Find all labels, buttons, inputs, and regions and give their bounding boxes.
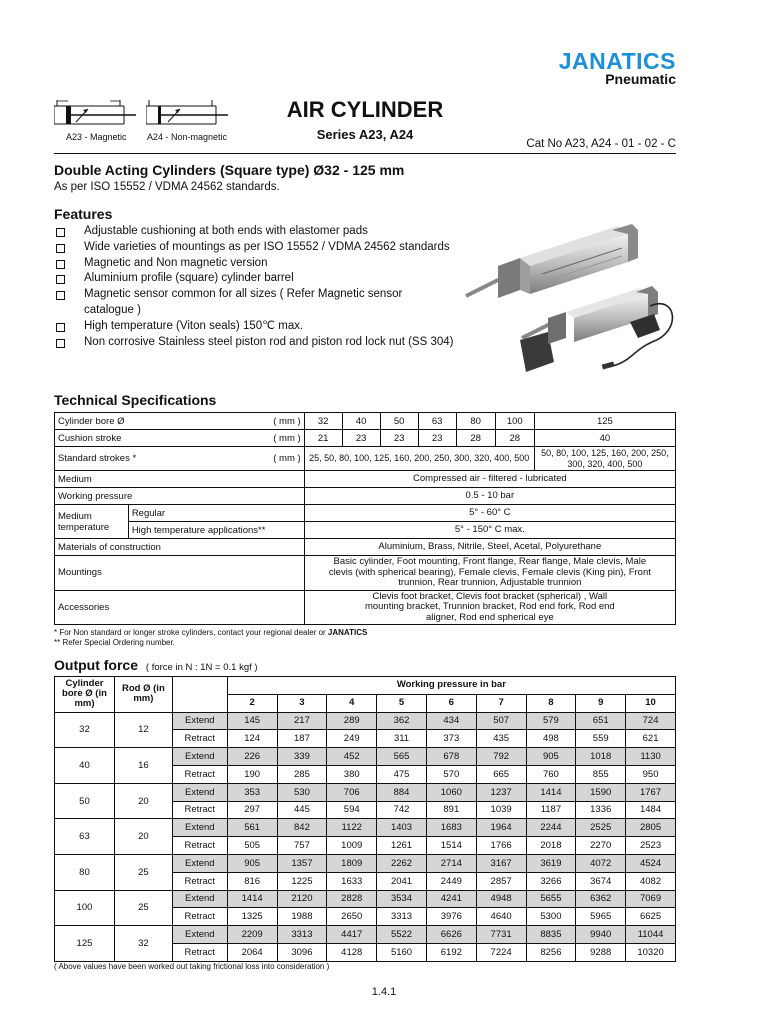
force-value: 297 — [227, 801, 277, 819]
force-value: 884 — [377, 783, 427, 801]
force-value: 475 — [377, 765, 427, 783]
force-value: 1336 — [576, 801, 626, 819]
pressure-header: 2 — [227, 694, 277, 712]
spec-label: Working pressure — [55, 488, 305, 505]
spec-row-materials — [55, 539, 676, 556]
features-heading: Features — [54, 206, 113, 222]
force-value: 3266 — [526, 872, 576, 890]
extend-label: Extend — [172, 748, 227, 766]
bore-cell: 125 — [55, 926, 115, 962]
brand-logo — [559, 50, 676, 87]
force-value: 3674 — [576, 872, 626, 890]
force-value: 905 — [227, 854, 277, 872]
footnote-nonstandard: * For Non standard or longer stroke cylinders, contact your regional dealer or JANATICS — [54, 628, 368, 637]
spec-value: Clevis foot bracket, Clevis foot bracket (spherical) , Wall mounting bracket, Trunnion bracket, Rod end fork, Rod end aligner, Rod end spherical eye — [304, 590, 675, 625]
force-value: 9940 — [576, 926, 626, 944]
force-value: 594 — [327, 801, 377, 819]
force-value: 7069 — [626, 890, 676, 908]
footnote-special-order: ** Refer Special Ordering number. — [54, 638, 175, 647]
force-value: 665 — [476, 765, 526, 783]
force-value: 5300 — [526, 908, 576, 926]
spec-value: 50, 80, 100, 125, 160, 200, 250, 300, 320, 400, 500 — [534, 447, 675, 471]
force-value: 6362 — [576, 890, 626, 908]
force-value: 339 — [277, 748, 327, 766]
spec-label: Mountings — [55, 556, 305, 591]
force-value: 5965 — [576, 908, 626, 926]
rod-cell: 20 — [114, 783, 172, 819]
retract-label: Retract — [172, 837, 227, 855]
spec-value: 21 — [304, 430, 342, 447]
force-value: 4524 — [626, 854, 676, 872]
force-value: 2120 — [277, 890, 327, 908]
rod-cell: 20 — [114, 819, 172, 855]
force-value: 1357 — [277, 854, 327, 872]
retract-label: Retract — [172, 908, 227, 926]
table-row — [55, 890, 676, 908]
tech-spec-table — [54, 412, 676, 625]
table-row — [55, 712, 676, 730]
force-value: 445 — [277, 801, 327, 819]
force-value: 559 — [576, 730, 626, 748]
force-value: 3313 — [377, 908, 427, 926]
force-value: 6626 — [426, 926, 476, 944]
extend-label: Extend — [172, 926, 227, 944]
page-title: AIR CYLINDER — [286, 97, 444, 122]
spec-label: Medium temperature — [55, 505, 129, 539]
retract-label: Retract — [172, 801, 227, 819]
pressure-header: 7 — [476, 694, 526, 712]
force-value: 2525 — [576, 819, 626, 837]
spec-label: Materials of construction — [55, 539, 305, 556]
spec-row-strokes — [55, 447, 676, 471]
series-title: Series A23, A24 — [316, 127, 414, 142]
force-value: 561 — [227, 819, 277, 837]
force-value: 362 — [377, 712, 427, 730]
force-value: 6625 — [626, 908, 676, 926]
force-value: 1009 — [327, 837, 377, 855]
force-value: 145 — [227, 712, 277, 730]
spec-row-pressure — [55, 488, 676, 505]
force-value: 226 — [227, 748, 277, 766]
pressure-header: 10 — [626, 694, 676, 712]
spec-value: 5° - 60° C — [304, 505, 675, 522]
force-value: 565 — [377, 748, 427, 766]
extend-label: Extend — [172, 712, 227, 730]
force-value: 1988 — [277, 908, 327, 926]
spec-value: 40 — [342, 413, 380, 430]
force-value: 1767 — [626, 783, 676, 801]
cylinder-product-image — [462, 222, 682, 382]
force-value: 217 — [277, 712, 327, 730]
spec-value: 100 — [495, 413, 534, 430]
force-value: 2449 — [426, 872, 476, 890]
pressure-header: 4 — [327, 694, 377, 712]
force-value: 1018 — [576, 748, 626, 766]
force-value: 1122 — [327, 819, 377, 837]
force-value: 1325 — [227, 908, 277, 926]
force-value: 792 — [476, 748, 526, 766]
force-value: 498 — [526, 730, 576, 748]
spec-row-accessories — [55, 590, 676, 625]
spec-value: 28 — [495, 430, 534, 447]
spec-value: 32 — [304, 413, 342, 430]
spec-value: 23 — [342, 430, 380, 447]
spec-row-bore — [55, 413, 676, 430]
force-value: 621 — [626, 730, 676, 748]
force-value: 530 — [277, 783, 327, 801]
force-value: 1225 — [277, 872, 327, 890]
pressure-header: 3 — [277, 694, 327, 712]
col-header-pressure: Working pressure in bar — [227, 677, 675, 695]
spec-value: 23 — [418, 430, 456, 447]
output-force-note: ( Above values have been worked out taking frictional loss into consideration ) — [54, 962, 330, 971]
spec-row-medium — [55, 471, 676, 488]
spec-row-cushion — [55, 430, 676, 447]
force-value: 11044 — [626, 926, 676, 944]
force-value: 353 — [227, 783, 277, 801]
table-row — [55, 819, 676, 837]
force-value: 505 — [227, 837, 277, 855]
bore-cell: 100 — [55, 890, 115, 926]
feature-item: Adjustable cushioning at both ends with elastomer pads — [54, 224, 454, 240]
force-value: 4417 — [327, 926, 377, 944]
bore-cell: 50 — [55, 783, 115, 819]
force-value: 2650 — [327, 908, 377, 926]
force-value: 3534 — [377, 890, 427, 908]
spec-value: 0.5 - 10 bar — [304, 488, 675, 505]
extend-label: Extend — [172, 854, 227, 872]
force-value: 3096 — [277, 943, 327, 961]
spec-row-temp-high — [55, 522, 676, 539]
bore-cell: 32 — [55, 712, 115, 748]
force-value: 435 — [476, 730, 526, 748]
spec-row-temp-regular — [55, 505, 676, 522]
force-value: 4128 — [327, 943, 377, 961]
force-value: 1633 — [327, 872, 377, 890]
spec-label: Standard strokes * ( mm ) — [55, 447, 305, 471]
force-value: 891 — [426, 801, 476, 819]
rod-cell: 25 — [114, 854, 172, 890]
col-header-blank — [172, 677, 227, 713]
rod-cell: 16 — [114, 748, 172, 784]
force-value: 2064 — [227, 943, 277, 961]
spec-value: 25, 50, 80, 100, 125, 160, 200, 250, 300, 320, 400, 500 — [304, 447, 534, 471]
spec-label: Medium — [55, 471, 305, 488]
catalogue-number: Cat No A23, A24 - 01 - 02 - C — [526, 138, 676, 150]
header-divider — [54, 153, 676, 154]
force-value: 1187 — [526, 801, 576, 819]
standard-note: As per ISO 15552 / VDMA 24562 standards. — [54, 181, 280, 193]
force-value: 124 — [227, 730, 277, 748]
force-value: 1060 — [426, 783, 476, 801]
spec-value: Compressed air - filtered - lubricated — [304, 471, 675, 488]
spec-sublabel: High temperature applications** — [128, 522, 304, 539]
force-value: 706 — [327, 783, 377, 801]
bore-cell: 80 — [55, 854, 115, 890]
force-value: 3619 — [526, 854, 576, 872]
rod-cell: 25 — [114, 890, 172, 926]
extend-label: Extend — [172, 890, 227, 908]
force-value: 2857 — [476, 872, 526, 890]
section-subtitle: Double Acting Cylinders (Square type) Ø32 - 125 mm — [54, 162, 405, 178]
force-value: 4082 — [626, 872, 676, 890]
force-value: 1514 — [426, 837, 476, 855]
force-value: 311 — [377, 730, 427, 748]
force-value: 1766 — [476, 837, 526, 855]
force-value: 1414 — [526, 783, 576, 801]
table-row — [55, 783, 676, 801]
spec-value: 5° - 150° C max. — [304, 522, 675, 539]
force-value: 855 — [576, 765, 626, 783]
spec-label: Cushion stroke ( mm ) — [55, 430, 305, 447]
force-value: 1590 — [576, 783, 626, 801]
force-value: 190 — [227, 765, 277, 783]
force-value: 2244 — [526, 819, 576, 837]
spec-value: 50 — [380, 413, 418, 430]
force-value: 434 — [426, 712, 476, 730]
col-header-rod: Rod Ø (in mm) — [114, 677, 172, 713]
page-number: 1.4.1 — [371, 986, 397, 998]
force-value: 1484 — [626, 801, 676, 819]
spec-label: Accessories — [55, 590, 305, 625]
force-value: 2714 — [426, 854, 476, 872]
force-value: 5522 — [377, 926, 427, 944]
retract-label: Retract — [172, 765, 227, 783]
force-value: 380 — [327, 765, 377, 783]
force-value: 651 — [576, 712, 626, 730]
spec-value: 28 — [456, 430, 495, 447]
force-value: 2523 — [626, 837, 676, 855]
force-value: 187 — [277, 730, 327, 748]
force-value: 289 — [327, 712, 377, 730]
spec-sublabel: Regular — [128, 505, 304, 522]
force-value: 285 — [277, 765, 327, 783]
feature-item: High temperature (Viton seals) 150℃ max. — [54, 319, 454, 335]
force-value: 4948 — [476, 890, 526, 908]
force-value: 842 — [277, 819, 327, 837]
tech-spec-heading: Technical Specifications — [54, 392, 217, 408]
force-value: 7224 — [476, 943, 526, 961]
output-force-heading: Output force ( force in N : 1N = 0.1 kgf ) — [54, 657, 258, 673]
pressure-header: 5 — [377, 694, 427, 712]
force-value: 3313 — [277, 926, 327, 944]
retract-label: Retract — [172, 943, 227, 961]
feature-item: Wide varieties of mountings as per ISO 15552 / VDMA 24562 standards — [54, 240, 454, 256]
output-force-body — [55, 712, 676, 961]
features-list — [54, 224, 454, 350]
feature-item: Aluminium profile (square) cylinder barrel — [54, 271, 454, 287]
table-row — [55, 926, 676, 944]
force-value: 4072 — [576, 854, 626, 872]
force-value: 757 — [277, 837, 327, 855]
force-value: 3976 — [426, 908, 476, 926]
force-value: 249 — [327, 730, 377, 748]
extend-label: Extend — [172, 783, 227, 801]
non-magnetic-symbol-label: A24 - Non-magnetic — [147, 132, 228, 142]
force-value: 2041 — [377, 872, 427, 890]
force-value: 760 — [526, 765, 576, 783]
force-value: 1809 — [327, 854, 377, 872]
force-value: 2209 — [227, 926, 277, 944]
force-value: 1964 — [476, 819, 526, 837]
magnetic-symbol-label: A23 - Magnetic — [66, 132, 127, 142]
bore-cell: 40 — [55, 748, 115, 784]
force-value: 1039 — [476, 801, 526, 819]
force-value: 816 — [227, 872, 277, 890]
spec-value: 63 — [418, 413, 456, 430]
bore-cell: 63 — [55, 819, 115, 855]
spec-footnotes — [54, 628, 367, 648]
force-value: 4241 — [426, 890, 476, 908]
force-value: 10320 — [626, 943, 676, 961]
spec-label: Cylinder bore Ø ( mm ) — [55, 413, 305, 430]
force-value: 1683 — [426, 819, 476, 837]
rod-cell: 32 — [114, 926, 172, 962]
force-value: 570 — [426, 765, 476, 783]
force-value: 724 — [626, 712, 676, 730]
col-header-bore: Cylinder bore Ø (in mm) — [55, 677, 115, 713]
force-value: 2018 — [526, 837, 576, 855]
extend-label: Extend — [172, 819, 227, 837]
pressure-header: 6 — [426, 694, 476, 712]
force-value: 2828 — [327, 890, 377, 908]
spec-row-mountings — [55, 556, 676, 591]
retract-label: Retract — [172, 872, 227, 890]
force-value: 8256 — [526, 943, 576, 961]
force-value: 1237 — [476, 783, 526, 801]
force-value: 4640 — [476, 908, 526, 926]
force-value: 452 — [327, 748, 377, 766]
force-value: 507 — [476, 712, 526, 730]
force-value: 1130 — [626, 748, 676, 766]
spec-value: Aluminium, Brass, Nitrile, Steel, Acetal, Polyurethane — [304, 539, 675, 556]
force-value: 2262 — [377, 854, 427, 872]
rod-cell: 12 — [114, 712, 172, 748]
spec-value: Basic cylinder, Foot mounting, Front flange, Rear flange, Male clevis, Male clevis (with spherical bearing), Female clevis, Female clevis (King pin), Front trunnion, Rear trunnion, Adjustable trunnion — [304, 556, 675, 591]
table-row — [55, 854, 676, 872]
spec-value: 23 — [380, 430, 418, 447]
spec-value: 40 — [534, 430, 675, 447]
force-value: 2805 — [626, 819, 676, 837]
force-value: 7731 — [476, 926, 526, 944]
force-value: 5160 — [377, 943, 427, 961]
force-value: 905 — [526, 748, 576, 766]
force-value: 1403 — [377, 819, 427, 837]
force-value: 3167 — [476, 854, 526, 872]
force-value: 579 — [526, 712, 576, 730]
brand-name: JANATICS — [558, 48, 676, 74]
force-value: 6192 — [426, 943, 476, 961]
feature-item: Magnetic sensor common for all sizes ( Refer Magnetic sensor catalogue ) — [54, 287, 454, 319]
spec-value: 80 — [456, 413, 495, 430]
feature-item: Non corrosive Stainless steel piston rod and piston rod lock nut (SS 304) — [54, 335, 454, 351]
force-value: 2270 — [576, 837, 626, 855]
brand-subtitle: Pneumatic — [605, 71, 676, 87]
force-value: 5655 — [526, 890, 576, 908]
force-value: 373 — [426, 730, 476, 748]
spec-value: 125 — [534, 413, 675, 430]
force-value: 742 — [377, 801, 427, 819]
force-value: 8835 — [526, 926, 576, 944]
feature-item: Magnetic and Non magnetic version — [54, 256, 454, 272]
output-force-table — [54, 676, 676, 962]
pressure-header: 9 — [576, 694, 626, 712]
retract-label: Retract — [172, 730, 227, 748]
pressure-header: 8 — [526, 694, 576, 712]
table-row — [55, 748, 676, 766]
force-value: 9288 — [576, 943, 626, 961]
force-value: 950 — [626, 765, 676, 783]
force-value: 1261 — [377, 837, 427, 855]
force-value: 1414 — [227, 890, 277, 908]
force-value: 678 — [426, 748, 476, 766]
